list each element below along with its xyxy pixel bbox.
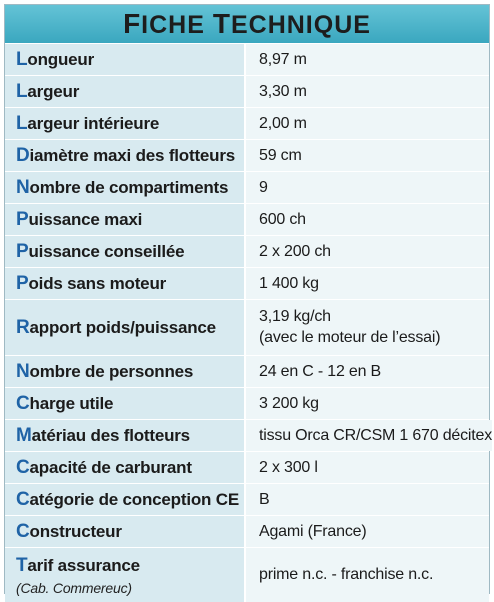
label-text: uissance conseillée: [28, 241, 185, 261]
spec-label: [5, 356, 246, 387]
label-text: ongueur: [27, 49, 94, 69]
spec-value: [246, 516, 489, 547]
value-text-line2: (avec le moteur de l’essai): [259, 329, 441, 346]
value-text: B: [259, 490, 270, 508]
label-text: atériau des flotteurs: [31, 425, 190, 445]
label-text: apacité de carburant: [29, 457, 192, 477]
value-text: 2 x 300 l: [259, 458, 318, 476]
spec-row: [5, 451, 489, 483]
label-text: ombre de personnes: [29, 361, 194, 381]
label-initial: C: [16, 520, 30, 542]
label-text: uissance maxi: [28, 209, 143, 229]
spec-label: [5, 420, 246, 451]
spec-value: [246, 388, 489, 419]
spec-label: [5, 516, 246, 547]
label-initial: N: [16, 176, 30, 198]
spec-label: [5, 204, 246, 235]
spec-row: [5, 171, 489, 203]
label-initial: P: [16, 272, 29, 294]
spec-label: [5, 388, 246, 419]
label-initial: N: [16, 360, 30, 382]
value-text: 3,19 kg/ch: [259, 308, 331, 325]
spec-row: [5, 547, 489, 602]
label-initial: C: [16, 456, 30, 478]
spec-row: [5, 203, 489, 235]
label-initial: T: [16, 554, 28, 576]
label-initial: R: [16, 316, 30, 338]
spec-label: [5, 172, 246, 203]
label-initial: D: [16, 144, 30, 166]
spec-row: [5, 267, 489, 299]
spec-value: [246, 140, 489, 171]
label-initial: P: [16, 240, 29, 262]
spec-row: [5, 387, 489, 419]
spec-row: [5, 355, 489, 387]
spec-value: [246, 204, 489, 235]
label-initial: L: [16, 80, 28, 102]
value-text: Agami (France): [259, 522, 367, 540]
spec-row: [5, 419, 492, 451]
spec-label: [5, 44, 246, 75]
value-text: tissu Orca CR/CSM 1 670 décitex: [259, 426, 492, 444]
label-text: iamètre maxi des flotteurs: [29, 145, 236, 165]
spec-value: [246, 268, 489, 299]
spec-label: [5, 108, 246, 139]
spec-value: [246, 172, 489, 203]
label-text: argeur intérieure: [27, 113, 160, 133]
label-text: argeur: [27, 81, 80, 101]
spec-row: [5, 107, 489, 139]
spec-table: [5, 43, 492, 602]
value-text: 24 en C - 12 en B: [259, 362, 382, 380]
spec-value: [246, 356, 489, 387]
spec-label: [5, 548, 246, 602]
spec-label: [5, 268, 246, 299]
spec-value: [246, 548, 489, 602]
spec-row: [5, 515, 489, 547]
spec-value: [246, 452, 489, 483]
spec-value: [246, 236, 489, 267]
value-text: 3 200 kg: [259, 394, 319, 412]
label-subtext: (Cab. Commereuc): [16, 579, 132, 596]
value-text: 2 x 200 ch: [259, 242, 331, 260]
spec-label: [5, 300, 246, 355]
spec-value: [246, 420, 492, 451]
spec-label: [5, 452, 246, 483]
spec-row: [5, 75, 489, 107]
value-text: 9: [259, 178, 268, 196]
label-text: harge utile: [29, 393, 114, 413]
spec-value: [246, 44, 489, 75]
technical-sheet: [4, 4, 490, 594]
label-initial: C: [16, 488, 30, 510]
label-initial: M: [16, 424, 32, 446]
label-initial: C: [16, 392, 30, 414]
spec-row: [5, 43, 489, 75]
label-text: atégorie de conception CE: [29, 489, 239, 509]
label-text: onstructeur: [29, 521, 122, 541]
sheet-title: FICHE TECHNIQUE: [123, 8, 371, 39]
spec-label: [5, 140, 246, 171]
title-bar: [5, 5, 489, 43]
spec-label: [5, 236, 246, 267]
value-text: prime n.c. - franchise n.c.: [259, 566, 434, 583]
value-text: 1 400 kg: [259, 274, 319, 292]
label-text: ombre de compartiments: [29, 177, 229, 197]
label-text: apport poids/puissance: [29, 317, 216, 337]
value-text: 8,97 m: [259, 50, 307, 68]
value-text: 59 cm: [259, 146, 302, 164]
label-text: oids sans moteur: [28, 273, 167, 293]
label-initial: L: [16, 48, 28, 70]
spec-value: [246, 484, 489, 515]
spec-row: [5, 299, 489, 355]
spec-value: [246, 76, 489, 107]
spec-label: [5, 76, 246, 107]
value-text: 600 ch: [259, 210, 306, 228]
value-text: 3,30 m: [259, 82, 307, 100]
spec-row: [5, 235, 489, 267]
spec-value: [246, 300, 489, 355]
spec-value: [246, 108, 489, 139]
label-initial: L: [16, 112, 28, 134]
spec-row: [5, 483, 489, 515]
spec-label: [5, 484, 246, 515]
value-text: 2,00 m: [259, 114, 307, 132]
spec-row: [5, 139, 489, 171]
label-initial: P: [16, 208, 29, 230]
label-text: arif assurance: [27, 555, 140, 575]
